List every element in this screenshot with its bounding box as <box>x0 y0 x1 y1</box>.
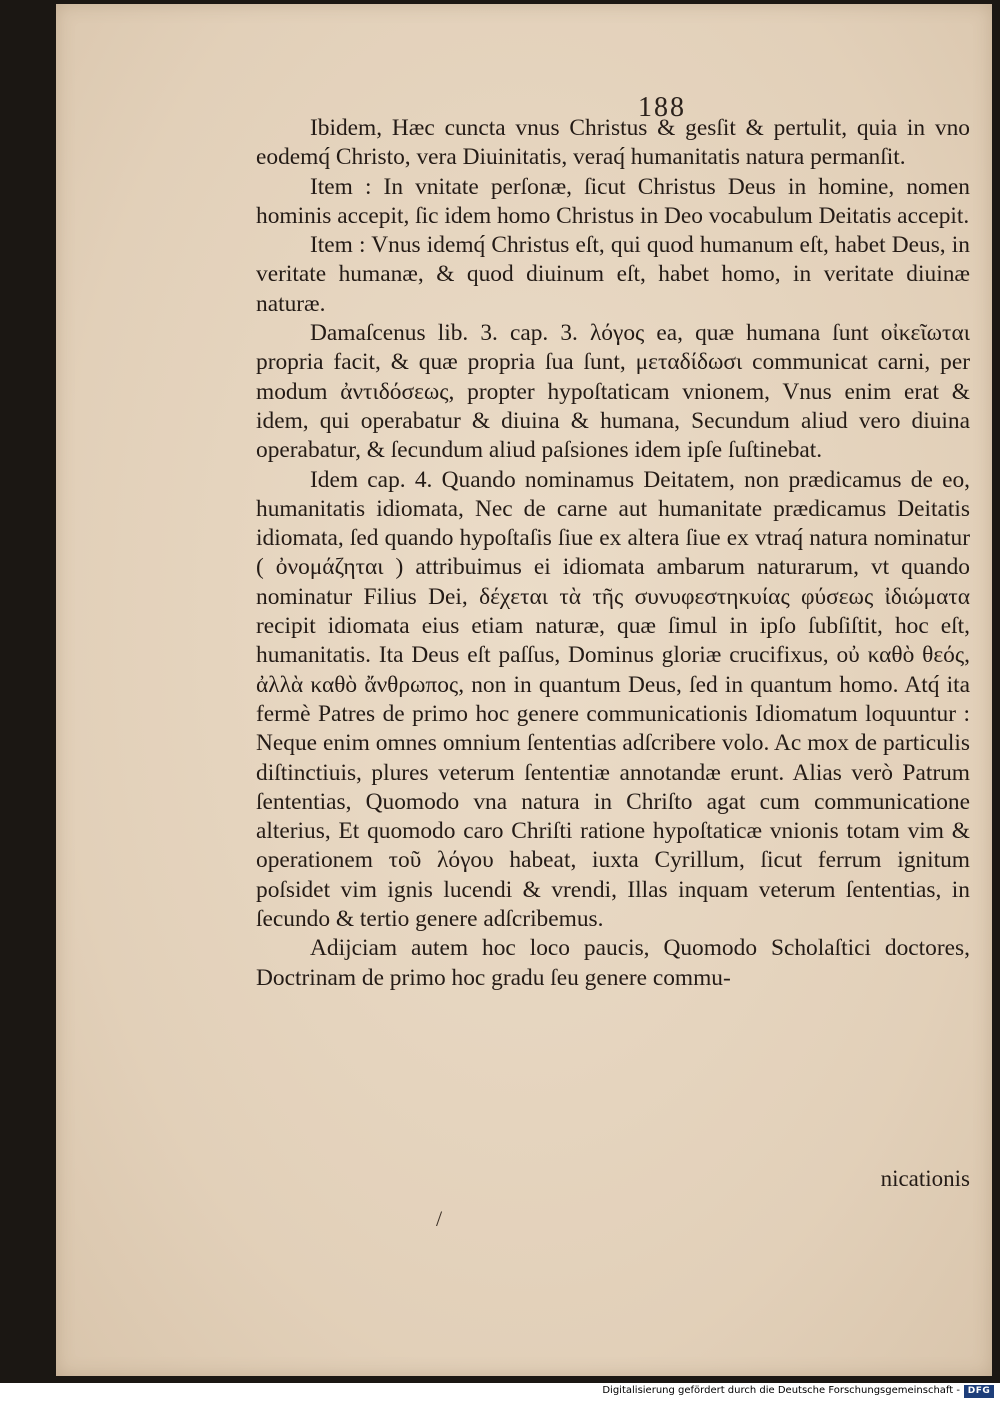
stray-ink-mark: / <box>436 1206 443 1231</box>
paragraph-damascenus: Damaſcenus lib. 3. cap. 3. λόγος ea, quæ humana ſunt οἰκεῖωται propria facit, & quæ propria ſua ſunt, μεταδίδωσι communicat carni, per modum ἀντιδόσεως, propter hypoſtaticam vnionem, Vnus enim erat & idem, qui operabatur & diuina & humana, Secundum aliud vero diuina operabatur, & ſecundum aliud paſsiones idem ipſe ſuſtinebat. <box>256 320 970 464</box>
paragraph-idem-cap4: Idem cap. 4. Quando nominamus Deitatem, non prædicamus de eo, humanitatis idiomata, Nec de carne aut humanitate prædicamus Deitatis idiomata, ſed quando hypoſtaſis ſiue ex altera ſiue ex vtraq́ natura nominatur ( ὀνομάζηται ) attribuimus ei idiomata ambarum naturarum, vt quando nominatur Filius Dei, δέχεται τὰ τῆς συνυφεστηκυίας φύσεως ἰδιώματα recipit idiomata eius etiam naturæ, quæ ſimul in ipſo ſubſiſtit, hoc eſt, humanitatis. Ita Deus eſt paſſus, Dominus gloriæ crucifixus, οὐ καθὸ θεός, ἀλλὰ καθὸ ἄνθρωπος, non in quantum Deus, ſed in quantum homo. Atq́ ita fermè Patres de primo hoc genere communicationis Idiomatum loquuntur : Neque enim omnes omnium ſententias adſcribere volo. Ac mox de particulis diſtinctiuis, plures veterum ſententiæ annotandæ erunt. Alias verò Patrum ſententias, Quomodo vna natura in Chriſto agat cum communicatione alterius, Et quomodo caro Chriſti ratione hypoſtaticæ vnionis totam vim & operationem τοῦ λόγου habeat, iuxta Cyrillum, ſicut ferrum ignitum poſsidet vim ignis lucendi & vrendi, Illas inquam veterum ſententias, in ſecundo & tertio genere adſcribemus. <box>256 466 970 933</box>
paragraph-item-vnitate: Item : In vnitate perſonæ, ſicut Christus Deus in homine, nomen hominis accepit, ſic idem homo Christus in Deo vocabulum Deitatis accepit. <box>256 173 970 229</box>
digitization-footer <box>0 1383 1000 1401</box>
page-text-block <box>256 114 970 993</box>
paragraph-ibidem: Ibidem, Hæc cuncta vnus Christus & gesſit & pertulit, quia in vno eodemq́ Christo, vera Diuinitatis, veraq́ humanitatis natura permanſit. <box>256 115 970 171</box>
paragraph-item-vnus: Item : Vnus idemq́ Christus eſt, qui quod humanum eſt, habet Deus, in veritate humanæ, & quod diuinum eſt, habet homo, in veritate diuinæ naturæ. <box>256 232 970 317</box>
paragraph-adijciam: Adijciam autem hoc loco paucis, Quomodo Scholaſtici doctores, Doctrinam de primo hoc gradu ſeu genere commu- <box>256 935 970 991</box>
page-number: 188 <box>638 92 686 123</box>
funding-credit: Digitalisierung gefördert durch die Deutsche Forschungsgemeinschaft - <box>602 1385 960 1396</box>
catchword: nicationis <box>880 1166 970 1191</box>
dfg-logo: DFG <box>964 1385 994 1398</box>
